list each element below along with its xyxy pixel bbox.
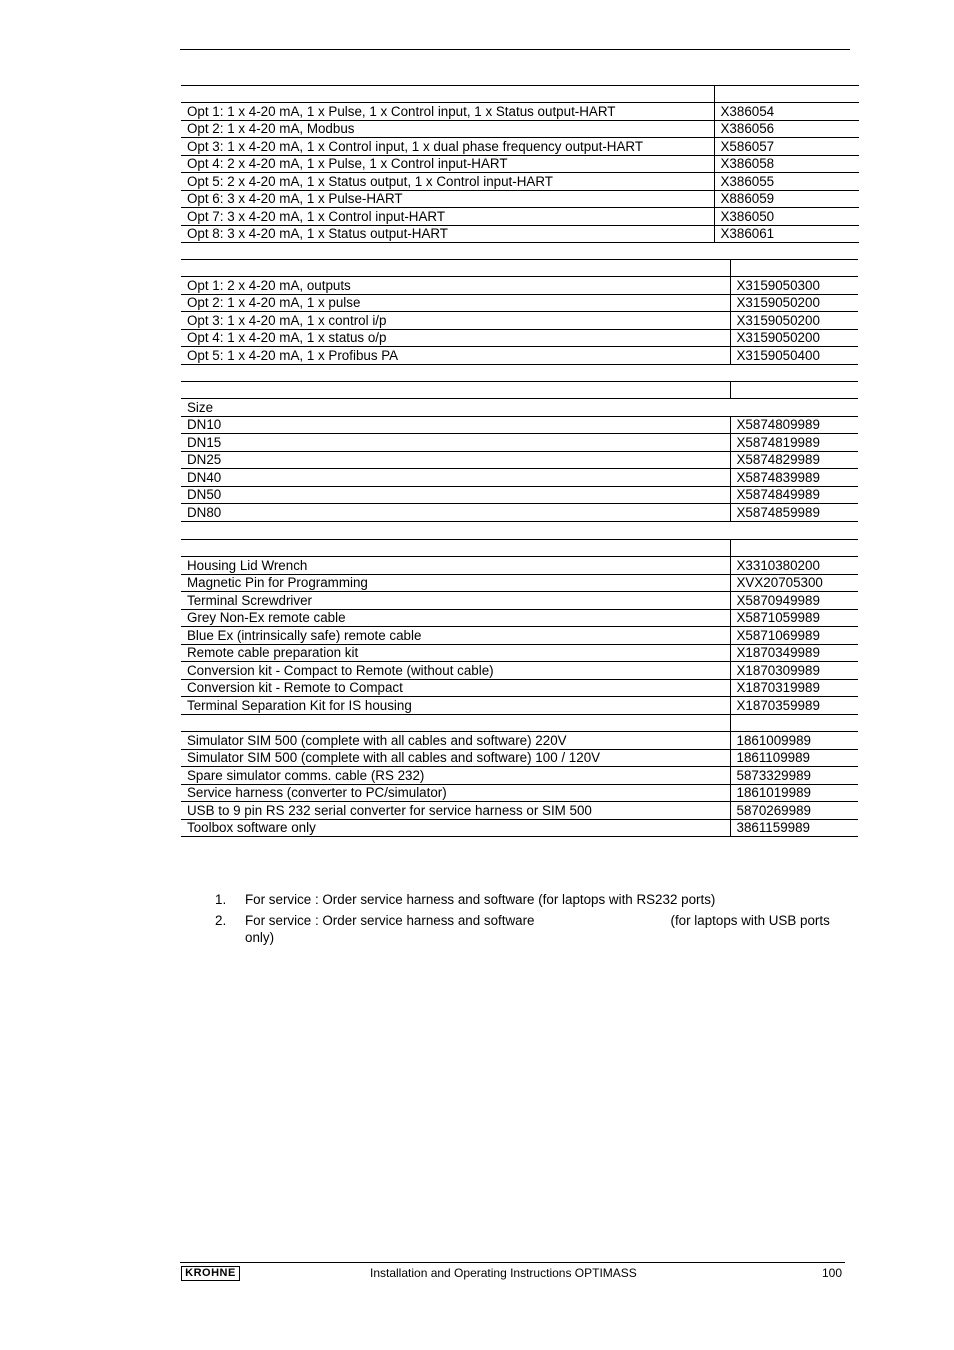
table-row xyxy=(181,451,858,469)
header-cell-description xyxy=(181,86,714,103)
table-header-row xyxy=(181,715,858,732)
note-number: 1. xyxy=(215,892,227,907)
table-row xyxy=(181,662,858,680)
header-rule xyxy=(180,49,850,50)
table-header-row xyxy=(181,86,859,103)
part-number-cell: X386056 xyxy=(714,120,859,138)
header-cell-description xyxy=(181,540,730,557)
table-row xyxy=(181,574,858,592)
table-row xyxy=(181,434,858,452)
table-row xyxy=(181,225,859,243)
part-number-cell: X5871069989 xyxy=(730,627,858,645)
description-cell: Magnetic Pin for Programming xyxy=(181,574,730,592)
header-cell-description xyxy=(181,260,730,277)
table-row xyxy=(181,697,858,715)
table-row xyxy=(181,784,858,802)
part-number-cell: X386061 xyxy=(714,225,859,243)
profibus-options-table xyxy=(181,259,858,365)
part-number-cell: 1861109989 xyxy=(730,749,858,767)
description-cell: Opt 2: 1 x 4-20 mA, Modbus xyxy=(181,120,714,138)
table-row xyxy=(181,802,858,820)
note-text: For service : Order service harness and software xyxy=(245,913,535,928)
table-row xyxy=(181,486,858,504)
subheader-cell: Size xyxy=(181,399,858,417)
part-number-cell: X1870359989 xyxy=(730,697,858,715)
table-row xyxy=(181,679,858,697)
description-cell: DN40 xyxy=(181,469,730,487)
table-row xyxy=(181,190,859,208)
description-cell: Opt 5: 2 x 4-20 mA, 1 x Status output, 1 x Control input-HART xyxy=(181,173,714,191)
table-header-row xyxy=(181,382,858,399)
note-number: 2. xyxy=(215,913,227,928)
table-row xyxy=(181,103,859,121)
header-cell-description xyxy=(181,382,730,399)
part-number-cell: XVX20705300 xyxy=(730,574,858,592)
part-number-cell: X1870319989 xyxy=(730,679,858,697)
table-row xyxy=(181,627,858,645)
table-row xyxy=(181,557,858,575)
description-cell: Conversion kit - Remote to Compact xyxy=(181,679,730,697)
note-text: For service : Order service harness and software (for laptops with RS232 ports) xyxy=(245,892,716,907)
table-row xyxy=(181,644,858,662)
part-number-cell: 5870269989 xyxy=(730,802,858,820)
description-cell: Housing Lid Wrench xyxy=(181,557,730,575)
part-number-cell: X3159050200 xyxy=(730,329,858,347)
note-item xyxy=(215,912,845,946)
header-cell-code xyxy=(730,260,858,277)
table-row xyxy=(181,208,859,226)
header-cell-code xyxy=(730,715,858,732)
table-row xyxy=(181,609,858,627)
description-cell: Simulator SIM 500 (complete with all cables and software) 220V xyxy=(181,732,730,750)
part-number-cell: X5874829989 xyxy=(730,451,858,469)
description-cell: Opt 3: 1 x 4-20 mA, 1 x Control input, 1 x dual phase frequency output-HART xyxy=(181,138,714,156)
part-number-cell: X386058 xyxy=(714,155,859,173)
part-number-cell: X5874839989 xyxy=(730,469,858,487)
header-cell-code xyxy=(730,540,858,557)
description-cell: Terminal Screwdriver xyxy=(181,592,730,610)
description-cell: Opt 1: 2 x 4-20 mA, outputs xyxy=(181,277,730,295)
description-cell: Conversion kit - Compact to Remote (without cable) xyxy=(181,662,730,680)
part-number-cell: X5874859989 xyxy=(730,504,858,522)
table-row xyxy=(181,504,858,522)
notes-list xyxy=(215,891,845,950)
table-header-row xyxy=(181,260,858,277)
output-options-table xyxy=(181,85,859,243)
part-number-cell: 1861019989 xyxy=(730,784,858,802)
description-cell: Opt 8: 3 x 4-20 mA, 1 x Status output-HART xyxy=(181,225,714,243)
part-number-cell: 1861009989 xyxy=(730,732,858,750)
table-row xyxy=(181,120,859,138)
part-number-cell: 3861159989 xyxy=(730,819,858,837)
table-row xyxy=(181,767,858,785)
description-cell: Blue Ex (intrinsically safe) remote cable xyxy=(181,627,730,645)
description-cell: Opt 4: 2 x 4-20 mA, 1 x Pulse, 1 x Control input-HART xyxy=(181,155,714,173)
description-cell: Opt 4: 1 x 4-20 mA, 1 x status o/p xyxy=(181,329,730,347)
part-number-cell: X5870949989 xyxy=(730,592,858,610)
table-row xyxy=(181,819,858,837)
description-cell: USB to 9 pin RS 232 serial converter for service harness or SIM 500 xyxy=(181,802,730,820)
table-row xyxy=(181,138,859,156)
description-cell: Simulator SIM 500 (complete with all cables and software) 100 / 120V xyxy=(181,749,730,767)
table-row xyxy=(181,592,858,610)
part-number-cell: X5874819989 xyxy=(730,434,858,452)
footer-rule xyxy=(180,1262,845,1263)
header-cell-code xyxy=(730,382,858,399)
header-cell-description xyxy=(181,715,730,732)
table-row xyxy=(181,469,858,487)
part-number-cell: X3159050200 xyxy=(730,312,858,330)
accessories-table xyxy=(181,539,858,715)
description-cell: Terminal Separation Kit for IS housing xyxy=(181,697,730,715)
description-cell: DN50 xyxy=(181,486,730,504)
table-row xyxy=(181,329,858,347)
description-cell: Remote cable preparation kit xyxy=(181,644,730,662)
part-number-cell: X3159050400 xyxy=(730,347,858,365)
part-number-cell: X386055 xyxy=(714,173,859,191)
table-header-row xyxy=(181,540,858,557)
table-row xyxy=(181,277,858,295)
table-subheader-row xyxy=(181,399,858,417)
note-item xyxy=(215,891,845,908)
part-number-cell: X1870349989 xyxy=(730,644,858,662)
part-number-cell: X1870309989 xyxy=(730,662,858,680)
description-cell: DN15 xyxy=(181,434,730,452)
part-number-cell: X3159050200 xyxy=(730,294,858,312)
header-cell-code xyxy=(714,86,859,103)
part-number-cell: X5874809989 xyxy=(730,416,858,434)
note-text-continued: (for laptops with USB ports only) xyxy=(245,913,830,945)
part-number-cell: X3159050300 xyxy=(730,277,858,295)
description-cell: Opt 6: 3 x 4-20 mA, 1 x Pulse-HART xyxy=(181,190,714,208)
part-number-cell: X3310380200 xyxy=(730,557,858,575)
description-cell: Opt 7: 3 x 4-20 mA, 1 x Control input-HART xyxy=(181,208,714,226)
page-number: 100 xyxy=(822,1266,843,1280)
part-number-cell: X386054 xyxy=(714,103,859,121)
part-number-cell: X886059 xyxy=(714,190,859,208)
description-cell: DN80 xyxy=(181,504,730,522)
part-number-cell: X5871059989 xyxy=(730,609,858,627)
table-row xyxy=(181,749,858,767)
description-cell: Opt 2: 1 x 4-20 mA, 1 x pulse xyxy=(181,294,730,312)
part-number-cell: X5874849989 xyxy=(730,486,858,504)
table-row xyxy=(181,173,859,191)
footer-title: Installation and Operating Instructions OPTIMASS xyxy=(370,1266,637,1280)
description-cell: Grey Non-Ex remote cable xyxy=(181,609,730,627)
table-row xyxy=(181,416,858,434)
table-row xyxy=(181,347,858,365)
description-cell: Spare simulator comms. cable (RS 232) xyxy=(181,767,730,785)
table-row xyxy=(181,312,858,330)
description-cell: Opt 1: 1 x 4-20 mA, 1 x Pulse, 1 x Control input, 1 x Status output-HART xyxy=(181,103,714,121)
description-cell: DN10 xyxy=(181,416,730,434)
part-number-cell: 5873329989 xyxy=(730,767,858,785)
table-row xyxy=(181,732,858,750)
size-table xyxy=(181,381,858,522)
description-cell: DN25 xyxy=(181,451,730,469)
krohne-logo: KROHNE xyxy=(181,1266,240,1281)
description-cell: Service harness (converter to PC/simulator) xyxy=(181,784,730,802)
part-number-cell: X386050 xyxy=(714,208,859,226)
table-row xyxy=(181,294,858,312)
service-tools-table xyxy=(181,714,858,837)
description-cell: Opt 5: 1 x 4-20 mA, 1 x Profibus PA xyxy=(181,347,730,365)
table-row xyxy=(181,155,859,173)
part-number-cell: X586057 xyxy=(714,138,859,156)
description-cell: Opt 3: 1 x 4-20 mA, 1 x control i/p xyxy=(181,312,730,330)
description-cell: Toolbox software only xyxy=(181,819,730,837)
